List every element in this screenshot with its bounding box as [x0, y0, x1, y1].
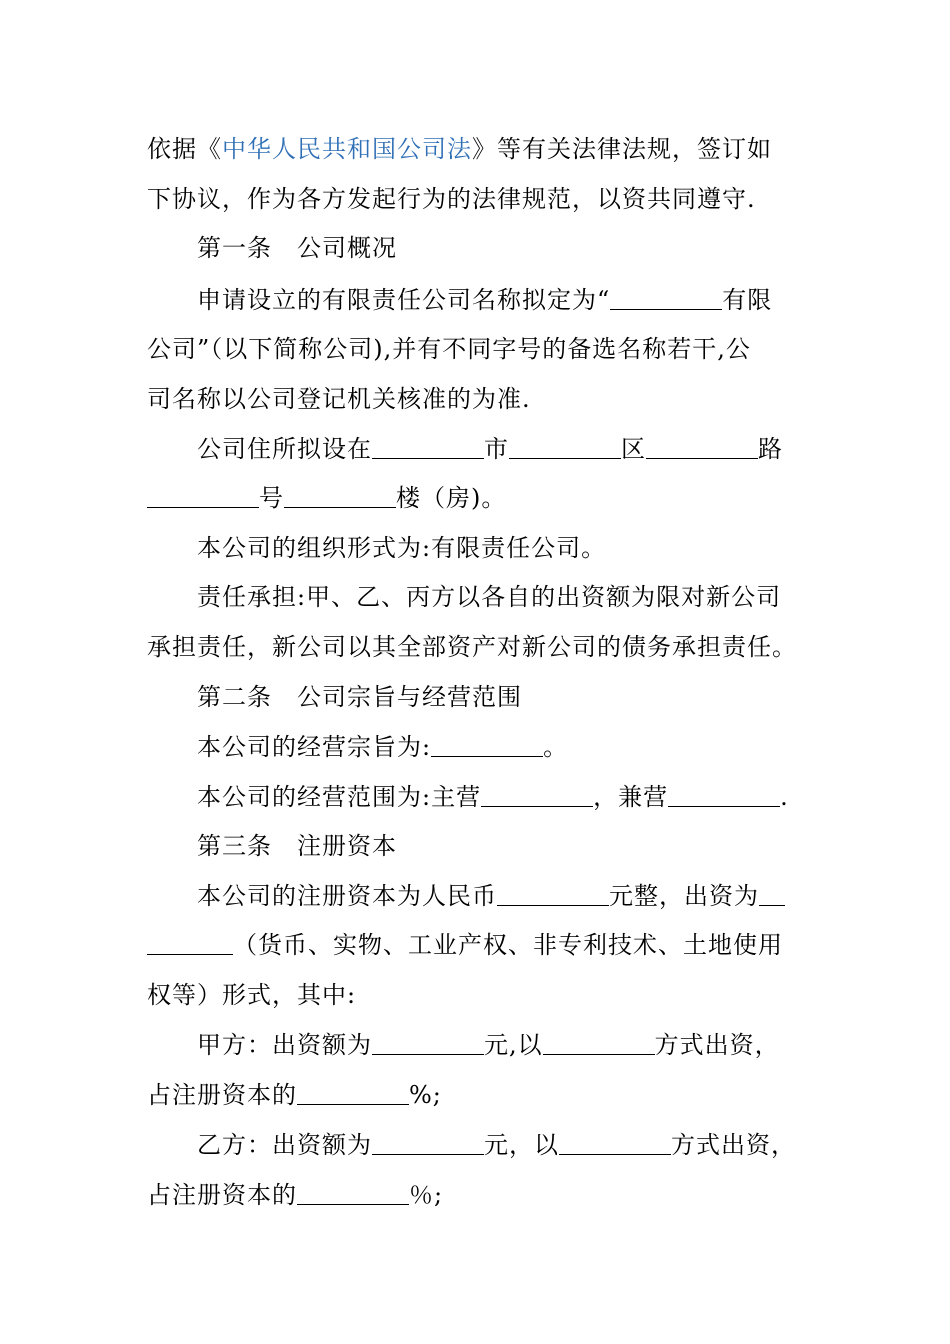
text: ％;: [409, 1181, 444, 1209]
paragraph-line: 司名称以公司登记机关核准的为准.: [147, 385, 531, 413]
text: 。: [543, 733, 569, 761]
fill-blank[interactable]: [431, 726, 543, 757]
fill-blank[interactable]: [646, 428, 758, 459]
paragraph-line: [0, 772, 950, 822]
text: 楼（房)。: [396, 484, 507, 512]
article-3-title: 第三条 注册资本: [197, 832, 397, 860]
fill-blank[interactable]: [284, 477, 396, 508]
text: 区: [621, 435, 646, 463]
text: 有限: [722, 286, 773, 314]
paragraph-line: 承担责任，新公司以其全部资产对新公司的债务承担责任。: [147, 633, 797, 661]
text: 元，以: [484, 1131, 559, 1159]
paragraph-line: 权等）形式，其中:: [147, 981, 357, 1009]
paragraph-line: 下协议，作为各方发起行为的法律规范，以资共同遵守.: [147, 185, 756, 213]
fill-blank[interactable]: [297, 1074, 409, 1105]
paragraph-line: [0, 1170, 950, 1220]
fill-blank[interactable]: [759, 875, 785, 906]
fill-blank[interactable]: [147, 924, 233, 955]
text: 甲方：出资额为: [197, 1031, 372, 1059]
fill-blank[interactable]: [481, 776, 593, 807]
text: 占注册资本的: [147, 1181, 297, 1209]
paragraph-line: [0, 424, 950, 474]
text: 占注册资本的: [147, 1081, 297, 1109]
paragraph-line: [0, 1070, 950, 1120]
text: 公司住所拟设在: [197, 435, 372, 463]
paragraph-line: [0, 871, 950, 921]
text: 方式出资，: [671, 1131, 796, 1159]
fill-blank[interactable]: [610, 279, 722, 310]
fill-blank[interactable]: [147, 477, 259, 508]
text: 元整，出资为: [609, 882, 759, 910]
text: 申请设立的有限责任公司名称拟定为“: [197, 286, 611, 314]
paragraph-line: [0, 473, 950, 523]
article-1-title: 第一条 公司概况: [197, 234, 397, 262]
fill-blank[interactable]: [372, 1124, 484, 1155]
text: 》等有关法律法规，签订如: [472, 135, 772, 163]
paragraph-line: [0, 275, 950, 325]
fill-blank[interactable]: [497, 875, 609, 906]
text: 元,以: [484, 1031, 543, 1059]
paragraph-line: [0, 920, 950, 970]
paragraph-line: 本公司的组织形式为:有限责任公司。: [197, 534, 607, 562]
paragraph-line: [0, 1020, 950, 1070]
text: %;: [409, 1081, 442, 1109]
fill-blank[interactable]: [559, 1124, 671, 1155]
text: 本公司的经营宗旨为:: [197, 733, 432, 761]
text: 号: [259, 484, 284, 512]
paragraph-line: [0, 722, 950, 772]
text: 市: [484, 435, 509, 463]
fill-blank[interactable]: [668, 776, 780, 807]
text: 本公司的经营范围为:主营: [197, 783, 482, 811]
fill-blank[interactable]: [509, 428, 621, 459]
text: ，兼营: [593, 783, 669, 811]
text: （货币、实物、工业产权、非专利技术、土地使用: [233, 931, 783, 959]
text: 本公司的注册资本为人民币: [197, 882, 497, 910]
text: 路: [758, 435, 783, 463]
text: 依据《: [147, 135, 222, 163]
text: .: [780, 783, 789, 811]
fill-blank[interactable]: [297, 1174, 409, 1205]
text: 乙方：出资额为: [197, 1131, 372, 1159]
paragraph-line: [0, 1120, 950, 1170]
text: 方式出资，: [654, 1031, 780, 1059]
law-link[interactable]: 中华人民共和国公司法: [222, 135, 472, 163]
paragraph-line: [0, 124, 950, 174]
paragraph-line: 公司”（以下简称公司),并有不同字号的备选名称若干,公: [147, 335, 751, 363]
fill-blank[interactable]: [372, 1024, 484, 1055]
fill-blank[interactable]: [372, 428, 484, 459]
article-2-title: 第二条 公司宗旨与经营范围: [197, 683, 522, 711]
fill-blank[interactable]: [543, 1024, 655, 1055]
paragraph-line: 责任承担:甲、乙、丙方以各自的出资额为限对新公司: [197, 583, 782, 611]
